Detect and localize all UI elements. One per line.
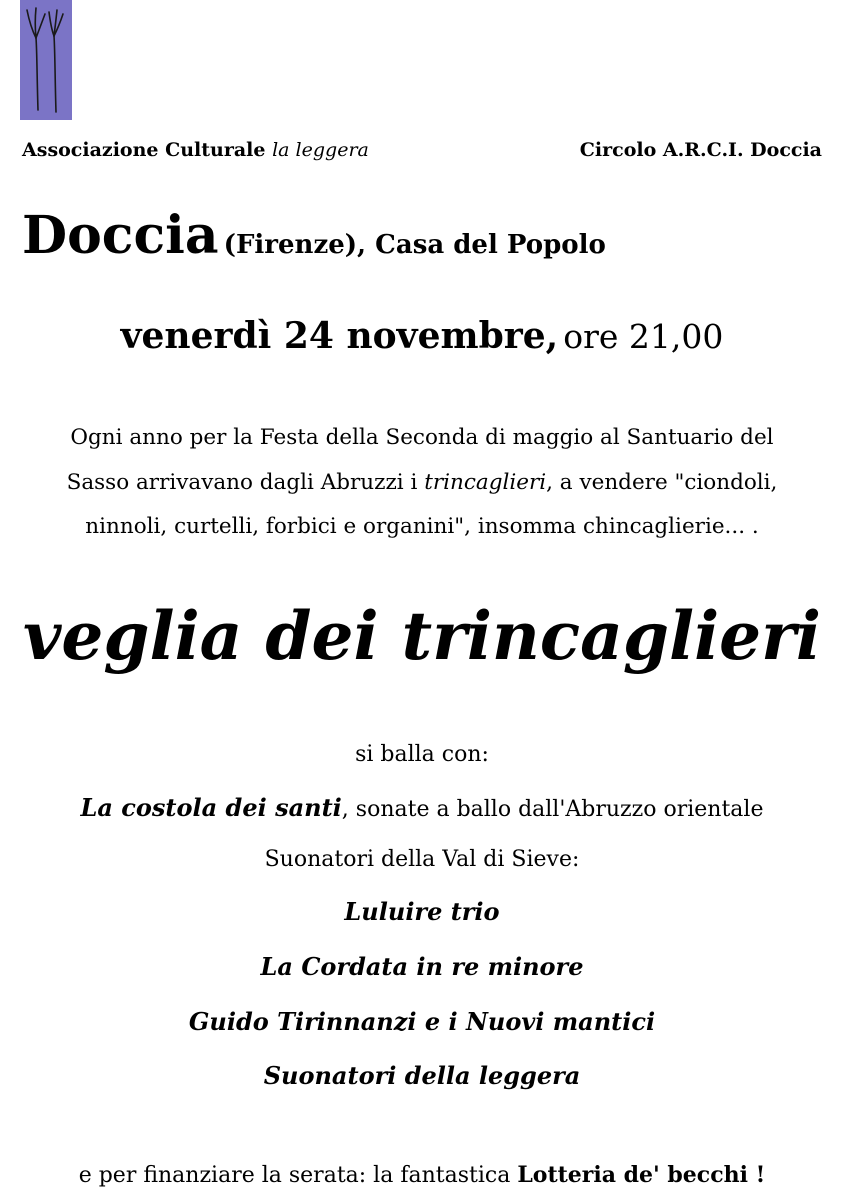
lottery-name: Lotteria de' becchi ! <box>517 1162 766 1188</box>
intro-line <box>20 461 824 506</box>
intro-line: Ogni anno per la Festa della Seconda di maggio al Santuario del <box>70 425 774 450</box>
event-date <box>0 315 844 357</box>
intro-line: ninnoli, curtelli, forbici e organini", insomma chincaglierie... . <box>85 514 759 539</box>
band-name: Luluire trio <box>344 897 500 926</box>
intro-line-italic: trincaglieri <box>424 469 547 495</box>
venue-detail: (Firenze), Casa del Popolo <box>223 230 606 260</box>
venue <box>22 205 606 266</box>
intro-paragraph <box>20 416 824 550</box>
organizer-association-name: la leggera <box>272 139 369 161</box>
logo <box>20 0 72 120</box>
main-band-description: , sonate a ballo dall'Abruzzo orientale <box>341 797 764 822</box>
lottery-note-text: e per finanziare la serata: la fantastica <box>78 1163 511 1188</box>
event-title: veglia dei trincaglieri <box>23 597 821 675</box>
event-day: venerdì 24 novembre, <box>120 315 559 357</box>
fork-logo-icon <box>20 0 72 120</box>
event-time: ore 21,00 <box>563 317 724 356</box>
band-name: La Cordata in re minore <box>260 952 584 981</box>
organizer-association-prefix: Associazione Culturale <box>22 139 266 161</box>
organizer-circle: Circolo A.R.C.I. Doccia <box>579 139 822 161</box>
band-name: Suonatori della leggera <box>263 1061 581 1090</box>
organizer-association <box>22 139 369 161</box>
intro-line-text: Sasso arrivavano dagli Abruzzi i <box>66 469 418 495</box>
band-name: Guido Tirinnanzi e i Nuovi mantici <box>188 1007 656 1036</box>
venue-town: Doccia <box>22 205 219 266</box>
lottery-note <box>0 1162 844 1188</box>
main-band-line <box>0 793 844 822</box>
intro-line-text: , a vendere "ciondoli, <box>546 469 778 495</box>
main-band-name: La costola dei santi <box>80 793 342 822</box>
group-label: Suonatori della Val di Sieve: <box>264 847 580 872</box>
program-intro: si balla con: <box>355 742 489 767</box>
